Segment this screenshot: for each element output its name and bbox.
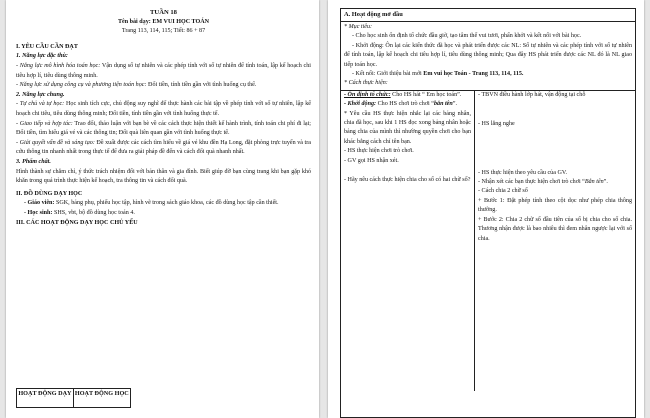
game-name: bắn tên bbox=[433, 101, 453, 108]
game-name: Bắn tên bbox=[584, 179, 604, 186]
paragraph-teacher-materials bbox=[16, 199, 311, 209]
student-step: - HS lắng nghe bbox=[478, 121, 515, 128]
left-page-content bbox=[16, 8, 311, 229]
paragraph-tools bbox=[16, 81, 311, 91]
paragraph-label: - Giáo viên: bbox=[24, 200, 55, 207]
activity-goals bbox=[341, 22, 635, 91]
paragraph-text: SHS, vbt, bộ đồ dùng học toán 4. bbox=[52, 209, 135, 216]
paragraph-label: - Học sinh: bbox=[24, 209, 53, 216]
goal-item: - Khởi động: Ôn lại các kiến thức đã học và phát triển được các NL: Số tự nhiên và các phép tính với số tự nhiên để tính toán, lập kế hoạch chi tiêu hợp lí, tiêu dùng thông minh; Qua đây HS phát triển được các NL đó là NL giao tiếp toán học. bbox=[344, 42, 632, 68]
paragraph-student-materials bbox=[16, 209, 311, 219]
student-step: + Bước 2: Chia 2 chữ số đầu tiên của số bị chia cho số chia. Thương nhận được là bao nhiêu thì đem nhân ngược lại với số chia. bbox=[478, 216, 632, 242]
section-materials: II. ĐỒ DÙNG DẠY HỌC bbox=[16, 190, 83, 197]
paragraph-qualities: Hình thành sự chăm chỉ, ý thức trách nhiệm đối với bản thân và gia đình. Biết giúp đỡ bạn cùng trang khi bạn gặp khó khăn trong quá trình thực hiện kế hoạch, tra thông tin và cách đổi quà. bbox=[16, 168, 311, 185]
paragraph-autonomy bbox=[16, 100, 311, 119]
teacher-column bbox=[341, 91, 474, 391]
paragraph-label: - Giao tiếp và hợp tác: bbox=[16, 120, 73, 127]
paragraph-text: Vận dụng số tự nhiên và các phép tính với số tự nhiên để tính toán, lập kế hoạch chi tiêu hợp lí, tiêu dùng thông minh. bbox=[16, 62, 312, 79]
student-step: - HS thực hiện theo yêu cầu của GV. bbox=[478, 169, 567, 176]
paragraph-text: Trao đổi, thảo luận với bạn bè về các cách thực hiện thiết kế hành trình, tính toán chi phí đi lại; Đổi tiền, tìm hiểu giá vé và các thông tin; Đổi quà liên quan gần với tình huống thực tế. bbox=[16, 120, 311, 137]
paragraph-problem-solving bbox=[16, 139, 311, 158]
paragraph-text: Đề xuất được các cách tìm hiểu về giá vé khu đền Hạ Long, đặt phòng trực tuyến và tra cứu thông tin nhanh nhất trong thực tế để đưa ra giải pháp đề đến và cách đổi quà nhanh nhất. bbox=[16, 139, 311, 156]
subsection-qualities: 3. Phẩm chất. bbox=[16, 158, 51, 165]
goal-connect-title: Em vui học Toán - Trang 113, 114, 115. bbox=[423, 71, 524, 78]
teacher-step: - GV gọi HS nhận xét. bbox=[344, 157, 399, 164]
section-requirements: I. YÊU CẦU CẦN ĐẠT bbox=[16, 43, 78, 50]
goal-label: * Mục tiêu: bbox=[344, 24, 373, 30]
student-step bbox=[478, 178, 632, 187]
paragraph-label: - Năng lực mô hình hóa toán học: bbox=[16, 62, 101, 69]
teacher-step bbox=[344, 100, 471, 109]
section-activities: III. CÁC HOẠT ĐỘNG DẠY HỌC CHỦ YẾU bbox=[16, 220, 138, 227]
teacher-step: - Hãy nêu cách thực hiện chia cho số có hai chữ số? bbox=[344, 177, 471, 184]
student-step: + Bước 1: Đặt phép tính theo cột dọc như phép chia thông thường. bbox=[478, 197, 632, 214]
lesson-label: Tên bài dạy: bbox=[117, 18, 151, 25]
paragraph-label: - Năng lực sử dụng công cụ và phương tiện toán học: bbox=[16, 82, 147, 89]
lesson-pages: Trang 113, 114, 115; Tiết: 86 + 87 bbox=[121, 28, 206, 35]
right-page bbox=[328, 0, 644, 418]
goal-connect-label: - Kết nối: Giới thiệu bài mới bbox=[352, 71, 424, 78]
student-step: - TBVN điều hành lớp hát, vận động tại chỗ bbox=[478, 91, 586, 98]
activity-section-title: A. Hoạt động mở đầu bbox=[341, 9, 635, 22]
paragraph-label: - Giải quyết vấn đề và sáng tạo: bbox=[16, 139, 95, 146]
step-text: Cho HS hát “ Em học toán”. bbox=[390, 91, 462, 98]
lesson-title bbox=[16, 18, 311, 28]
paragraph-communication bbox=[16, 120, 311, 139]
student-column bbox=[474, 91, 635, 391]
activities-table-header bbox=[16, 388, 131, 408]
step-text: - Nhận xét các bạn thực hiện chơi trò chơi “ bbox=[478, 179, 585, 186]
paragraph-modeling bbox=[16, 62, 311, 81]
teacher-step bbox=[344, 91, 471, 100]
subsection-general: 2. Năng lực chung. bbox=[16, 91, 65, 98]
paragraph-text: Đổi tiền, tính tiền gần với tình huống cụ thể. bbox=[146, 82, 257, 89]
step-label: - Ổn định tổ chức: bbox=[344, 91, 391, 98]
subsection-specific: 1. Năng lực đặc thù: bbox=[16, 53, 68, 60]
step-text: Cho HS chơi trò chơi “ bbox=[376, 101, 434, 108]
step-label: - Khởi động: bbox=[344, 101, 377, 108]
header-teaching: HOẠT ĐỘNG DẠY bbox=[17, 389, 74, 408]
teacher-step: * Yêu cầu HS thực hiện nhắc lại các bảng nhân, chia đã học, sau khi 1 HS đọc xong bảng nhân hoặc bảng chia của mình thì nhường quyền chơi cho bạn khác bằng cách chỉ tên bạn. bbox=[344, 110, 471, 145]
student-step: - Cách chia 2 chữ số bbox=[478, 188, 528, 195]
teacher-step: - HS thực hiện chơi trò chơi. bbox=[344, 148, 414, 155]
lesson-name: EM VUI HỌC TOÁN bbox=[152, 18, 210, 25]
paragraph-text: Học sinh tích cực, chủ động suy nghĩ để thực hành các bài tập về phép tính với số tự nhiên, lập kế hoạch chi tiêu, tiêu dùng thông minh; Đổi tiền, tính tiền gần với tình huống thực tế. bbox=[16, 101, 311, 117]
paragraph-text: SGK, bảng phụ, phiếu học tập, hình vẽ trong sách giáo khoa, các đồ dùng học tập cần thiết. bbox=[54, 200, 279, 207]
goal-item bbox=[344, 70, 632, 79]
activity-table bbox=[340, 8, 636, 418]
left-page bbox=[6, 0, 319, 418]
week-heading: TUẦN 18 bbox=[150, 9, 177, 16]
step-text: ”. bbox=[452, 101, 457, 108]
header-learning: HOẠT ĐỘNG HỌC bbox=[73, 389, 130, 408]
method-label: * Cách thực hiện: bbox=[344, 80, 388, 87]
step-text: ”. bbox=[603, 179, 608, 186]
paragraph-label: - Tự chủ và tự học: bbox=[16, 101, 65, 108]
goal-item: - Cho học sinh ổn định tổ chức đầu giờ, tạo tâm thế vui tươi, phấn khởi và kết nối với bài học. bbox=[352, 33, 582, 40]
